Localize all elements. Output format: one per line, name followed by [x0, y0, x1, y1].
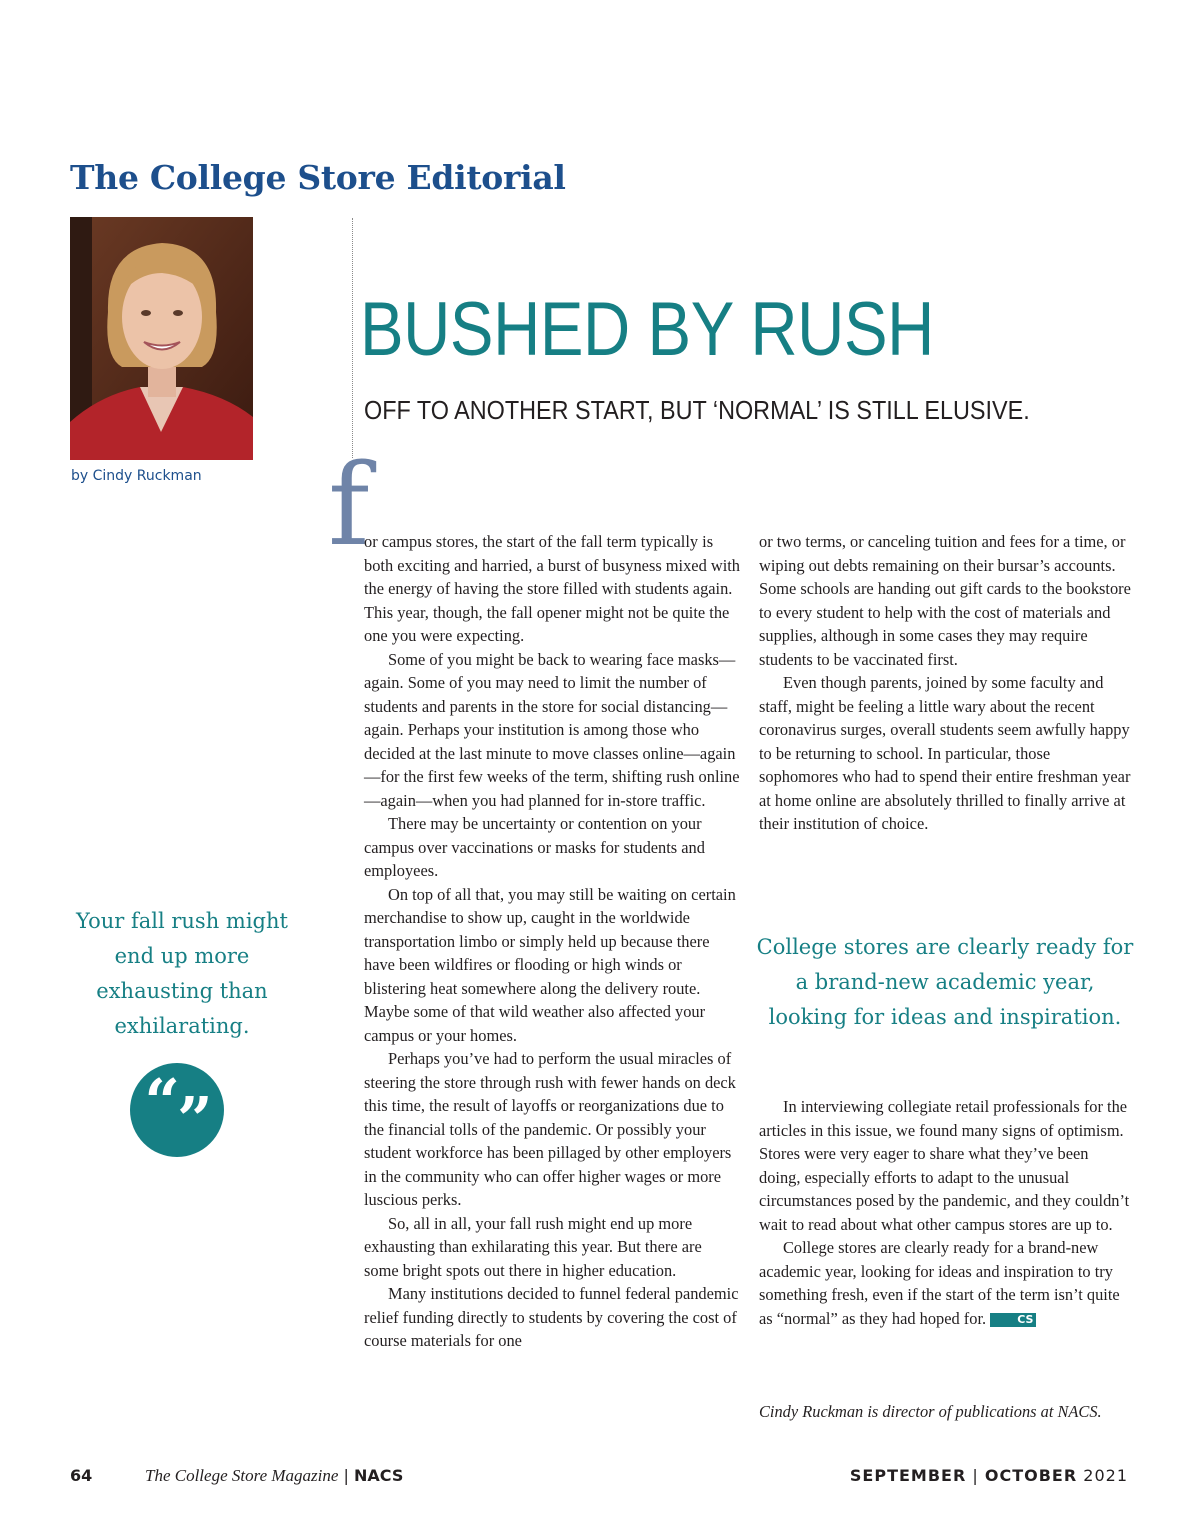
- headline: BUSHED BY RUSH: [360, 287, 934, 372]
- paragraph: On top of all that, you may still be waiting on certain merchandise to show up, caught in the worldwide transportation limbo or simply held up because there have been wildfires or flooding or high winds or blistering heat somewhere along the delivery route. Maybe some of that wild weather also affected your campus or your homes.: [364, 884, 736, 1045]
- section-title: The College Store Editorial: [70, 158, 566, 197]
- magazine-name: The College Store Magazine: [145, 1466, 339, 1485]
- paragraph: Even though parents, joined by some faculty and staff, might be feeling a little wary about the recent coronavirus surges, overall students seem awfully happy to be returning to school. In particular, those sophomores who had to spend their entire freshman year at home online are absolutely thrilled to finally arrive at their institution of choice.: [759, 673, 1131, 833]
- paragraph: or campus stores, the start of the fall term typically is both exciting and harried, a burst of busyness mixed with the energy of having the store filled with students again. This year, though, the fall opener might not be quite the one you were expecting.: [364, 532, 741, 645]
- pullquote-left: Your fall rush might end up more exhausting than exhilarating.: [76, 909, 288, 1038]
- paragraph: or two terms, or canceling tuition and fees for a time, or wiping out debts remaining on their bursar’s accounts. Some schools are handing out gift cards to the bookstore to every student to help with the cost of materials and supplies, although in some cases they may require students to be vaccinated first.: [759, 532, 1131, 669]
- paragraph: Many institutions decided to funnel federal pandemic relief funding directly to students by covering the cost of course materials for one: [364, 1284, 739, 1350]
- paragraph-text: College stores are clearly ready for a brand-new academic year, looking for ideas and inspiration to try something fresh, even if the start of the term isn’t quite as “normal” as they had hoped for.: [759, 1238, 1120, 1328]
- pullquote-right: College stores are clearly ready for a brand-new academic year, looking for ideas and inspiration.: [756, 935, 1134, 1029]
- paragraph: [759, 1236, 1131, 1330]
- footer-issue-date: [850, 1466, 1128, 1485]
- footer-separator: |: [343, 1466, 349, 1485]
- paragraph: Perhaps you’ve had to perform the usual miracles of steering the store through rush with fewer hands on deck this time, the result of layoffs or reorganizations due to the financial tolls of the pandemic. Or possibly your student workforce has been pillaged by other employers in the community who can offer higher wages or more luscious perks.: [364, 1049, 736, 1209]
- org-name: NACS: [354, 1466, 404, 1485]
- end-mark-logo: CS: [990, 1313, 1036, 1327]
- article-column-1: [364, 530, 740, 1353]
- issue-year: 2021: [1083, 1466, 1128, 1485]
- author-bio: Cindy Ruckman is director of publications at NACS.: [759, 1402, 1102, 1421]
- byline: by Cindy Ruckman: [71, 468, 202, 484]
- issue-month-2: OCTOBER: [984, 1466, 1078, 1485]
- open-quote-icon: “: [144, 1065, 177, 1138]
- drop-cap: f: [328, 441, 370, 571]
- page-number: 64: [70, 1466, 93, 1485]
- paragraph: Some of you might be back to wearing face masks—again. Some of you may need to limit the number of students and parents in the store for social distancing—again. Perhaps your institution is among those who decided at the last minute to move classes online—again—for the first few weeks of the term, shifting rush online—again—when you had planned for in-store traffic.: [364, 649, 740, 810]
- paragraph: There may be uncertainty or contention on your campus over vaccinations or masks for students and employees.: [364, 814, 705, 880]
- footer-publication: [145, 1466, 403, 1486]
- author-photo: [70, 217, 253, 460]
- article-column-2-top: [759, 530, 1131, 836]
- paragraph: In interviewing collegiate retail professionals for the articles in this issue, we found many signs of optimism. Stores were very eager to share what they’ve been doing, especially efforts to adapt to the unusual circumstances posed by the pandemic, and they couldn’t wait to read about what other campus stores are up to.: [759, 1097, 1130, 1234]
- footer-separator: |: [972, 1466, 979, 1485]
- paragraph: So, all in all, your fall rush might end up more exhausting than exhilarating this year. But there are some bright spots out there in higher education.: [364, 1213, 702, 1280]
- quote-marks-icon: [130, 1063, 224, 1157]
- article-column-2-bottom: [759, 1095, 1131, 1330]
- close-quote-icon: ”: [177, 1083, 210, 1156]
- vertical-divider: [352, 218, 353, 458]
- deck-subtitle: OFF TO ANOTHER START, BUT ‘NORMAL’ IS STILL ELUSIVE.: [364, 395, 1030, 425]
- issue-month-1: SEPTEMBER: [849, 1466, 967, 1485]
